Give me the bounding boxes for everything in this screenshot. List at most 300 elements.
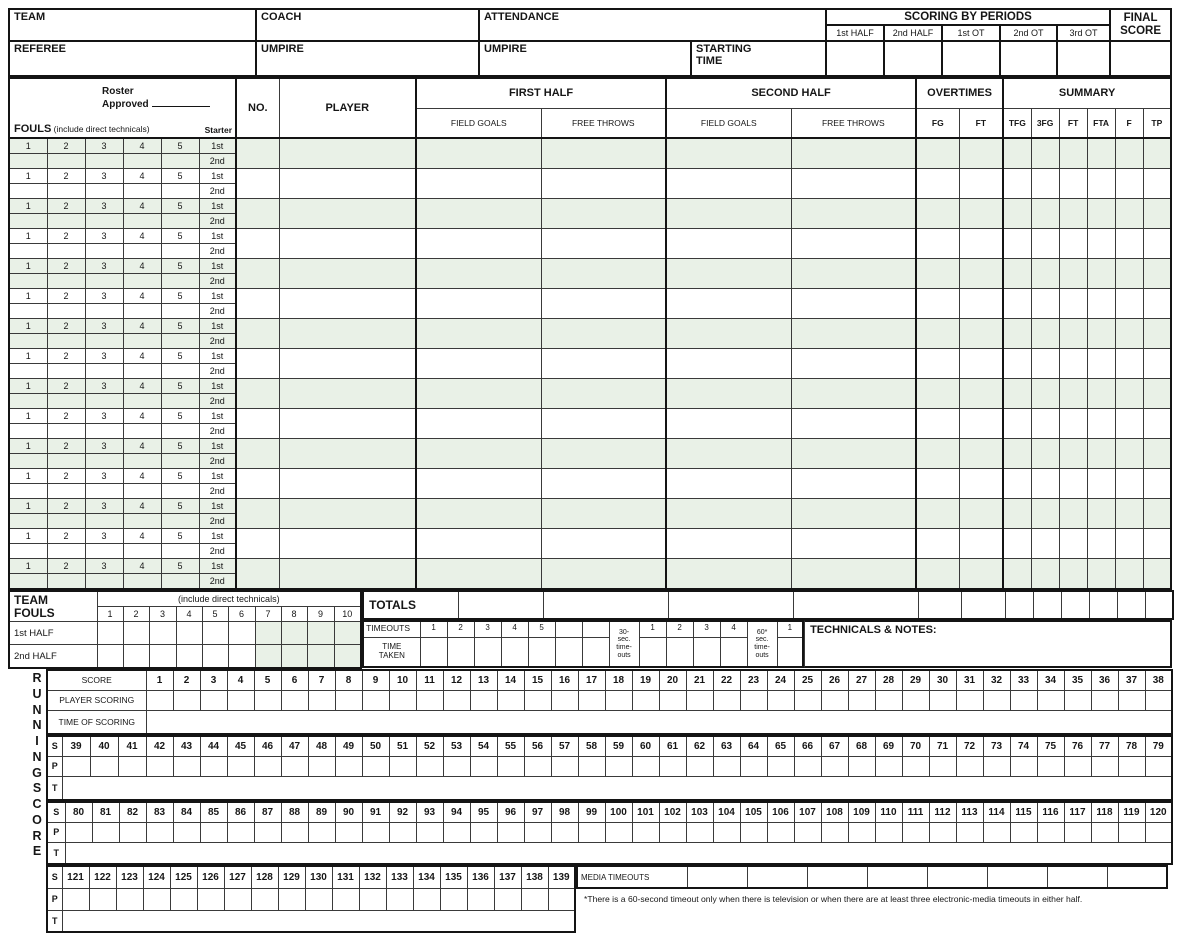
team-foul-cell[interactable]: [307, 622, 334, 645]
totals-cell[interactable]: [793, 591, 918, 619]
summary-tp-cell[interactable]: [1143, 349, 1171, 379]
player-scoring-cell[interactable]: [335, 690, 362, 710]
player-name-cell[interactable]: [279, 409, 416, 439]
first-half-free-throws-cell[interactable]: [541, 559, 666, 590]
running-number-cell[interactable]: 38: [1145, 670, 1172, 690]
foul-blank-cell[interactable]: [161, 394, 199, 409]
foul-blank-cell[interactable]: [85, 484, 123, 499]
first-half-field-goals-cell[interactable]: [416, 469, 541, 499]
foul-blank-cell[interactable]: [85, 454, 123, 469]
running-number-cell[interactable]: 45: [227, 736, 254, 756]
player-scoring-cell[interactable]: [254, 690, 281, 710]
summary-tp-cell[interactable]: [1143, 199, 1171, 229]
running-number-cell[interactable]: 76: [1064, 736, 1091, 756]
player-scoring-cell[interactable]: [659, 690, 686, 710]
foul-blank-cell[interactable]: [123, 334, 161, 349]
running-number-cell[interactable]: 43: [173, 736, 200, 756]
player-name-cell[interactable]: [279, 199, 416, 229]
summary-tp-cell[interactable]: [1143, 439, 1171, 469]
attendance-field[interactable]: [479, 9, 826, 41]
summary-f-cell[interactable]: [1115, 529, 1143, 559]
running-number-cell[interactable]: 21: [686, 670, 713, 690]
summary-fta-cell[interactable]: [1087, 319, 1115, 349]
running-number-cell[interactable]: 131: [332, 866, 359, 888]
running-number-cell[interactable]: 80: [65, 802, 92, 822]
running-blank-cell[interactable]: [65, 822, 92, 842]
second-half-field-goals-cell[interactable]: [666, 259, 791, 289]
running-number-cell[interactable]: 122: [89, 866, 116, 888]
overtime-ft-cell[interactable]: [959, 319, 1003, 349]
running-number-cell[interactable]: 41: [118, 736, 146, 756]
running-number-cell[interactable]: 75: [1037, 736, 1064, 756]
foul-blank-cell[interactable]: [123, 454, 161, 469]
foul-number-cell[interactable]: 1: [9, 379, 47, 394]
no-cell[interactable]: [236, 319, 279, 349]
running-number-cell[interactable]: 115: [1010, 802, 1037, 822]
foul-number-cell[interactable]: 2: [47, 559, 85, 574]
first-half-field-goals-cell[interactable]: [416, 199, 541, 229]
running-blank-cell[interactable]: [713, 756, 740, 776]
player-scoring-cell[interactable]: [605, 690, 632, 710]
running-number-cell[interactable]: 114: [983, 802, 1010, 822]
player-scoring-cell[interactable]: [875, 690, 902, 710]
first-half-field-goals-cell[interactable]: [416, 559, 541, 590]
second-half-free-throws-cell[interactable]: [791, 229, 916, 259]
foul-blank-cell[interactable]: [9, 514, 47, 529]
running-number-cell[interactable]: 36: [1091, 670, 1118, 690]
summary-fta-cell[interactable]: [1087, 499, 1115, 529]
running-number-cell[interactable]: 87: [254, 802, 281, 822]
foul-blank-cell[interactable]: [85, 514, 123, 529]
summary-tp-cell[interactable]: [1143, 499, 1171, 529]
starter-first-cell[interactable]: 1st: [199, 469, 236, 484]
running-number-cell[interactable]: 73: [983, 736, 1010, 756]
summary-tp-cell[interactable]: [1143, 559, 1171, 590]
summary-tfg-cell[interactable]: [1003, 349, 1031, 379]
foul-blank-cell[interactable]: [9, 304, 47, 319]
summary-tp-cell[interactable]: [1143, 529, 1171, 559]
foul-blank-cell[interactable]: [9, 154, 47, 169]
foul-blank-cell[interactable]: [85, 274, 123, 289]
score-1st-half-cell[interactable]: [826, 41, 884, 76]
no-cell[interactable]: [236, 529, 279, 559]
team-field[interactable]: [9, 9, 256, 41]
running-blank-cell[interactable]: [524, 756, 551, 776]
starter-second-cell[interactable]: 2nd: [199, 184, 236, 199]
first-half-field-goals-cell[interactable]: [416, 529, 541, 559]
first-half-free-throws-cell[interactable]: [541, 199, 666, 229]
media-timeout-cell[interactable]: [1047, 866, 1107, 888]
first-half-free-throws-cell[interactable]: [541, 469, 666, 499]
running-number-cell[interactable]: 50: [362, 736, 389, 756]
running-number-cell[interactable]: 123: [116, 866, 143, 888]
foul-number-cell[interactable]: 1: [9, 138, 47, 154]
running-blank-cell[interactable]: [983, 822, 1010, 842]
second-half-field-goals-cell[interactable]: [666, 409, 791, 439]
running-number-cell[interactable]: 83: [146, 802, 173, 822]
running-number-cell[interactable]: 86: [227, 802, 254, 822]
running-number-cell[interactable]: 89: [308, 802, 335, 822]
running-blank-cell[interactable]: [548, 888, 575, 910]
running-number-cell[interactable]: 79: [1145, 736, 1172, 756]
first-half-free-throws-cell[interactable]: [541, 138, 666, 169]
running-blank-cell[interactable]: [118, 756, 146, 776]
foul-blank-cell[interactable]: [85, 184, 123, 199]
running-blank-cell[interactable]: [740, 756, 767, 776]
foul-number-cell[interactable]: 2: [47, 379, 85, 394]
player-scoring-cell[interactable]: [902, 690, 929, 710]
no-cell[interactable]: [236, 138, 279, 169]
summary-fta-cell[interactable]: [1087, 529, 1115, 559]
summary-3fg-cell[interactable]: [1031, 138, 1059, 169]
foul-number-cell[interactable]: 1: [9, 319, 47, 334]
team-foul-cell[interactable]: [228, 622, 255, 645]
starter-second-cell[interactable]: 2nd: [199, 424, 236, 439]
starter-first-cell[interactable]: 1st: [199, 259, 236, 274]
foul-number-cell[interactable]: 1: [9, 529, 47, 544]
summary-3fg-cell[interactable]: [1031, 169, 1059, 199]
player-scoring-cell[interactable]: [200, 690, 227, 710]
running-blank-cell[interactable]: [551, 822, 578, 842]
second-half-free-throws-cell[interactable]: [791, 559, 916, 590]
running-blank-cell[interactable]: [713, 822, 740, 842]
running-blank-cell[interactable]: [173, 822, 200, 842]
running-blank-cell[interactable]: [62, 888, 89, 910]
foul-number-cell[interactable]: 1: [9, 199, 47, 214]
first-half-free-throws-cell[interactable]: [541, 409, 666, 439]
summary-ft-cell[interactable]: [1059, 409, 1087, 439]
running-number-cell[interactable]: 110: [875, 802, 902, 822]
second-half-free-throws-cell[interactable]: [791, 169, 916, 199]
summary-f-cell[interactable]: [1115, 319, 1143, 349]
player-scoring-cell[interactable]: [1037, 690, 1064, 710]
starter-first-cell[interactable]: 1st: [199, 409, 236, 424]
running-number-cell[interactable]: 82: [119, 802, 146, 822]
totals-cell[interactable]: [1089, 591, 1117, 619]
running-number-cell[interactable]: 127: [224, 866, 251, 888]
summary-tp-cell[interactable]: [1143, 319, 1171, 349]
running-blank-cell[interactable]: [659, 756, 686, 776]
foul-blank-cell[interactable]: [161, 454, 199, 469]
summary-ft-cell[interactable]: [1059, 379, 1087, 409]
foul-number-cell[interactable]: 3: [85, 499, 123, 514]
foul-blank-cell[interactable]: [47, 484, 85, 499]
running-number-cell[interactable]: 101: [632, 802, 659, 822]
running-number-cell[interactable]: 53: [443, 736, 470, 756]
running-number-cell[interactable]: 57: [551, 736, 578, 756]
team-foul-cell[interactable]: [149, 622, 176, 645]
running-blank-cell[interactable]: [767, 756, 794, 776]
running-blank-cell[interactable]: [794, 822, 821, 842]
running-number-cell[interactable]: 64: [740, 736, 767, 756]
running-number-cell[interactable]: 135: [440, 866, 467, 888]
running-blank-cell[interactable]: [416, 756, 443, 776]
team-foul-cell[interactable]: [97, 622, 123, 645]
player-scoring-cell[interactable]: [686, 690, 713, 710]
first-half-field-goals-cell[interactable]: [416, 169, 541, 199]
running-number-cell[interactable]: 91: [362, 802, 389, 822]
team-foul-cell[interactable]: [202, 645, 228, 669]
player-scoring-cell[interactable]: [308, 690, 335, 710]
running-number-cell[interactable]: 107: [794, 802, 821, 822]
time-taken-cell[interactable]: [777, 638, 803, 668]
foul-number-cell[interactable]: 3: [85, 469, 123, 484]
totals-cell[interactable]: [1033, 591, 1061, 619]
running-blank-cell[interactable]: [362, 822, 389, 842]
running-number-cell[interactable]: 138: [521, 866, 548, 888]
overtime-fg-cell[interactable]: [916, 229, 959, 259]
foul-blank-cell[interactable]: [161, 514, 199, 529]
summary-tfg-cell[interactable]: [1003, 199, 1031, 229]
foul-number-cell[interactable]: 5: [161, 349, 199, 364]
umpire2-field[interactable]: [479, 41, 691, 76]
foul-number-cell[interactable]: 1: [9, 349, 47, 364]
foul-blank-cell[interactable]: [123, 274, 161, 289]
overtime-ft-cell[interactable]: [959, 349, 1003, 379]
foul-number-cell[interactable]: 3: [85, 559, 123, 574]
media-timeout-cell[interactable]: [927, 866, 987, 888]
overtime-ft-cell[interactable]: [959, 259, 1003, 289]
running-blank-cell[interactable]: [497, 756, 524, 776]
summary-tp-cell[interactable]: [1143, 289, 1171, 319]
running-blank-cell[interactable]: [1118, 756, 1145, 776]
running-number-cell[interactable]: 31: [956, 670, 983, 690]
running-number-cell[interactable]: 17: [578, 670, 605, 690]
overtime-ft-cell[interactable]: [959, 199, 1003, 229]
running-number-cell[interactable]: 93: [416, 802, 443, 822]
running-number-cell[interactable]: 99: [578, 802, 605, 822]
summary-fta-cell[interactable]: [1087, 229, 1115, 259]
running-number-cell[interactable]: 54: [470, 736, 497, 756]
running-number-cell[interactable]: 18: [605, 670, 632, 690]
team-foul-cell[interactable]: [334, 645, 361, 669]
running-blank-cell[interactable]: [470, 756, 497, 776]
first-half-free-throws-cell[interactable]: [541, 439, 666, 469]
foul-number-cell[interactable]: 5: [161, 229, 199, 244]
player-scoring-cell[interactable]: [362, 690, 389, 710]
running-number-cell[interactable]: 134: [413, 866, 440, 888]
running-blank-cell[interactable]: [1037, 822, 1064, 842]
running-number-cell[interactable]: 26: [821, 670, 848, 690]
foul-number-cell[interactable]: 4: [123, 169, 161, 184]
running-blank-cell[interactable]: [62, 756, 90, 776]
foul-blank-cell[interactable]: [9, 214, 47, 229]
second-half-field-goals-cell[interactable]: [666, 529, 791, 559]
second-half-field-goals-cell[interactable]: [666, 379, 791, 409]
first-half-free-throws-cell[interactable]: [541, 499, 666, 529]
running-blank-cell[interactable]: [521, 888, 548, 910]
foul-number-cell[interactable]: 4: [123, 229, 161, 244]
running-number-cell[interactable]: 124: [143, 866, 170, 888]
running-number-cell[interactable]: 58: [578, 736, 605, 756]
running-number-cell[interactable]: 24: [767, 670, 794, 690]
totals-cell[interactable]: [1145, 591, 1173, 619]
foul-number-cell[interactable]: 4: [123, 138, 161, 154]
player-scoring-cell[interactable]: [524, 690, 551, 710]
starter-second-cell[interactable]: 2nd: [199, 574, 236, 590]
summary-f-cell[interactable]: [1115, 199, 1143, 229]
score-3rd-ot-cell[interactable]: [1057, 41, 1110, 76]
totals-cell[interactable]: [458, 591, 543, 619]
summary-fta-cell[interactable]: [1087, 349, 1115, 379]
summary-fta-cell[interactable]: [1087, 379, 1115, 409]
summary-ft-cell[interactable]: [1059, 229, 1087, 259]
running-blank-cell[interactable]: [200, 756, 227, 776]
foul-number-cell[interactable]: 2: [47, 199, 85, 214]
foul-number-cell[interactable]: 4: [123, 259, 161, 274]
summary-3fg-cell[interactable]: [1031, 229, 1059, 259]
foul-number-cell[interactable]: 4: [123, 199, 161, 214]
overtime-ft-cell[interactable]: [959, 439, 1003, 469]
running-blank-cell[interactable]: [335, 822, 362, 842]
overtime-fg-cell[interactable]: [916, 169, 959, 199]
running-blank-cell[interactable]: [1091, 756, 1118, 776]
running-number-cell[interactable]: 120: [1145, 802, 1172, 822]
foul-blank-cell[interactable]: [47, 364, 85, 379]
first-half-free-throws-cell[interactable]: [541, 259, 666, 289]
starter-first-cell[interactable]: 1st: [199, 499, 236, 514]
running-number-cell[interactable]: 19: [632, 670, 659, 690]
running-number-cell[interactable]: 14: [497, 670, 524, 690]
player-name-cell[interactable]: [279, 469, 416, 499]
running-number-cell[interactable]: 11: [416, 670, 443, 690]
running-blank-cell[interactable]: [686, 822, 713, 842]
summary-ft-cell[interactable]: [1059, 199, 1087, 229]
running-number-cell[interactable]: 104: [713, 802, 740, 822]
overtime-ft-cell[interactable]: [959, 289, 1003, 319]
running-number-cell[interactable]: 136: [467, 866, 494, 888]
running-number-cell[interactable]: 25: [794, 670, 821, 690]
player-scoring-cell[interactable]: [767, 690, 794, 710]
overtime-fg-cell[interactable]: [916, 559, 959, 590]
foul-number-cell[interactable]: 4: [123, 319, 161, 334]
running-number-cell[interactable]: 20: [659, 670, 686, 690]
time-of-scoring-cell[interactable]: [146, 710, 1172, 734]
second-half-free-throws-cell[interactable]: [791, 138, 916, 169]
running-number-cell[interactable]: 33: [1010, 670, 1037, 690]
running-blank-cell[interactable]: [983, 756, 1010, 776]
running-number-cell[interactable]: 139: [548, 866, 575, 888]
summary-tp-cell[interactable]: [1143, 379, 1171, 409]
foul-blank-cell[interactable]: [9, 574, 47, 590]
foul-number-cell[interactable]: 3: [85, 199, 123, 214]
foul-blank-cell[interactable]: [47, 544, 85, 559]
running-blank-cell[interactable]: [443, 756, 470, 776]
running-number-cell[interactable]: 3: [200, 670, 227, 690]
foul-number-cell[interactable]: 2: [47, 259, 85, 274]
running-number-cell[interactable]: 77: [1091, 736, 1118, 756]
summary-3fg-cell[interactable]: [1031, 439, 1059, 469]
player-scoring-cell[interactable]: [497, 690, 524, 710]
running-blank-cell[interactable]: [524, 822, 551, 842]
foul-blank-cell[interactable]: [9, 184, 47, 199]
player-scoring-cell[interactable]: [794, 690, 821, 710]
running-blank-cell[interactable]: [1091, 822, 1118, 842]
running-blank-cell[interactable]: [308, 822, 335, 842]
team-foul-cell[interactable]: [255, 622, 281, 645]
running-number-cell[interactable]: 126: [197, 866, 224, 888]
starter-first-cell[interactable]: 1st: [199, 138, 236, 154]
starter-first-cell[interactable]: 1st: [199, 349, 236, 364]
media-timeout-cell[interactable]: [747, 866, 807, 888]
player-scoring-cell[interactable]: [1145, 690, 1172, 710]
foul-blank-cell[interactable]: [85, 574, 123, 590]
timeout-extra-cell[interactable]: [555, 621, 582, 638]
running-blank-cell[interactable]: [848, 822, 875, 842]
second-half-field-goals-cell[interactable]: [666, 289, 791, 319]
summary-fta-cell[interactable]: [1087, 169, 1115, 199]
running-blank-cell[interactable]: [956, 756, 983, 776]
player-name-cell[interactable]: [279, 259, 416, 289]
overtime-ft-cell[interactable]: [959, 469, 1003, 499]
foul-blank-cell[interactable]: [9, 244, 47, 259]
foul-blank-cell[interactable]: [47, 334, 85, 349]
running-number-cell[interactable]: 46: [254, 736, 281, 756]
running-number-cell[interactable]: 121: [62, 866, 89, 888]
foul-blank-cell[interactable]: [161, 334, 199, 349]
running-number-cell[interactable]: 61: [659, 736, 686, 756]
summary-3fg-cell[interactable]: [1031, 529, 1059, 559]
running-blank-cell[interactable]: [254, 756, 281, 776]
foul-number-cell[interactable]: 1: [9, 259, 47, 274]
foul-number-cell[interactable]: 1: [9, 439, 47, 454]
running-number-cell[interactable]: 69: [875, 736, 902, 756]
foul-blank-cell[interactable]: [161, 244, 199, 259]
running-number-cell[interactable]: 88: [281, 802, 308, 822]
second-half-free-throws-cell[interactable]: [791, 319, 916, 349]
foul-number-cell[interactable]: 4: [123, 379, 161, 394]
summary-ft-cell[interactable]: [1059, 138, 1087, 169]
running-blank-cell[interactable]: [1037, 756, 1064, 776]
overtime-ft-cell[interactable]: [959, 169, 1003, 199]
foul-number-cell[interactable]: 3: [85, 409, 123, 424]
second-half-field-goals-cell[interactable]: [666, 138, 791, 169]
player-name-cell[interactable]: [279, 289, 416, 319]
time-taken-cell[interactable]: [420, 638, 447, 668]
running-number-cell[interactable]: 98: [551, 802, 578, 822]
technicals-notes-box[interactable]: [804, 620, 1172, 668]
player-scoring-cell[interactable]: [551, 690, 578, 710]
running-number-cell[interactable]: 27: [848, 670, 875, 690]
foul-number-cell[interactable]: 3: [85, 138, 123, 154]
starter-second-cell[interactable]: 2nd: [199, 304, 236, 319]
starter-first-cell[interactable]: 1st: [199, 559, 236, 574]
team-foul-cell[interactable]: [202, 622, 228, 645]
summary-f-cell[interactable]: [1115, 409, 1143, 439]
running-blank-cell[interactable]: [443, 822, 470, 842]
no-cell[interactable]: [236, 499, 279, 529]
player-name-cell[interactable]: [279, 169, 416, 199]
foul-number-cell[interactable]: 2: [47, 469, 85, 484]
running-blank-cell[interactable]: [1118, 822, 1145, 842]
running-number-cell[interactable]: 67: [821, 736, 848, 756]
foul-number-cell[interactable]: 2: [47, 439, 85, 454]
running-blank-cell[interactable]: [497, 822, 524, 842]
running-blank-cell[interactable]: [1064, 756, 1091, 776]
foul-number-cell[interactable]: 4: [123, 559, 161, 574]
summary-ft-cell[interactable]: [1059, 319, 1087, 349]
running-number-cell[interactable]: 59: [605, 736, 632, 756]
foul-number-cell[interactable]: 5: [161, 199, 199, 214]
running-number-cell[interactable]: 1: [146, 670, 173, 690]
foul-number-cell[interactable]: 5: [161, 379, 199, 394]
second-half-field-goals-cell[interactable]: [666, 229, 791, 259]
foul-number-cell[interactable]: 1: [9, 499, 47, 514]
running-blank-cell[interactable]: [902, 756, 929, 776]
running-number-cell[interactable]: 6: [281, 670, 308, 690]
player-scoring-cell[interactable]: [740, 690, 767, 710]
player-name-cell[interactable]: [279, 529, 416, 559]
